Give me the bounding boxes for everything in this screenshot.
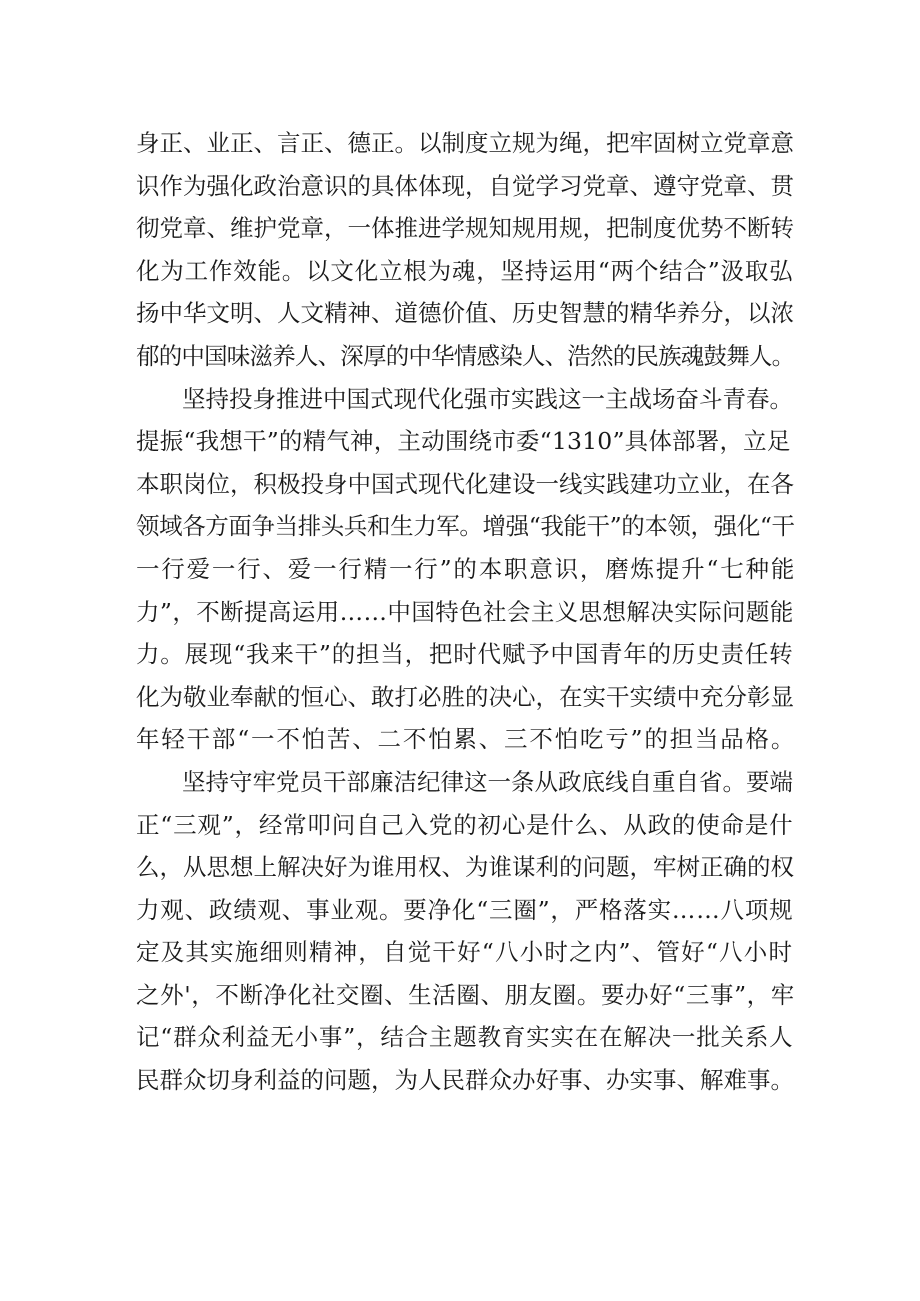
paragraph-continuation — [136, 122, 796, 378]
text-line: 郁的中国味滋养人、深厚的中华情感染人、浩然的民族魂鼓舞人。 — [136, 341, 795, 370]
text-line: 一行爱一行、爱一行精一行”的本职意识，磨炼提升“七种能 — [136, 554, 797, 583]
text-line: 身正、业正、言正、德正。以制度立规为绳，把牢固树立党章意 — [136, 129, 794, 157]
text-line: 定及其实施细则精神，自觉干好“八小时之内”、管好“八小时 — [136, 938, 794, 967]
paragraph-integrity-discipline — [136, 761, 796, 1102]
text-line: 正“三观”，经常叩问自己入党的初心是什么、从政的使命是什 — [136, 810, 794, 839]
text-line: 么，从思想上解决好为谁用权、为谁谋利的问题，牢树正确的权 — [136, 853, 794, 882]
text-line: 年轻干部“一不怕苦、二不怕累、三不怕吃亏”的担当品格。 — [136, 725, 797, 754]
text-line: 之外'，不断净化社交圈、生活圈、朋友圈。要办好“三事”，牢 — [136, 980, 795, 1009]
text-line: 记“群众利益无小事”，结合主题教育实实在在解决一批关系人 — [136, 1023, 794, 1052]
text-line: 化为工作效能。以文化立根为魂，坚持运用“两个结合”汲取弘 — [136, 256, 794, 285]
text-line: 力。展现“我来干”的担当，把时代赋予中国青年的历史责任转 — [136, 640, 794, 669]
text-line: 扬中华文明、人文精神、道德价值、历史智慧的精华养分，以浓 — [136, 299, 794, 328]
text-line: 彻党章、维护党章，一体推进学规知规用规，把制度优势不断转 — [136, 214, 794, 243]
text-line-indented: 坚持投身推进中国式现代化强市实践这一主战场奋斗青春。 — [182, 384, 793, 413]
text-line: 力”，不断提高运用……中国特色社会主义思想解决实际问题能 — [136, 597, 794, 626]
paragraph-youth-practice — [136, 378, 796, 761]
text-line: 提振“我想干”的精气神，主动围绕市委“1310”具体部署，立足 — [136, 427, 791, 456]
document-body — [136, 122, 796, 1102]
text-line: 识作为强化政治意识的具体体现，自觉学习党章、遵守党章、贯 — [136, 171, 794, 200]
text-line: 化为敬业奉献的恒心、敢打必胜的决心，在实干实绩中充分彰显 — [136, 682, 794, 711]
text-line: 力观、政绩观、事业观。要净化“三圈”，严格落实……八项规 — [136, 895, 794, 924]
text-line: 民群众切身利益的问题，为人民群众办好事、办实事、解难事。 — [136, 1066, 794, 1095]
text-line: 领域各方面争当排头兵和生力军。增强“我能干”的本领，强化“干 — [136, 512, 795, 541]
text-line-indented: 坚持守牢党员干部廉洁纪律这一条从政底线自重自省。要端 — [182, 767, 793, 796]
text-line: 本职岗位，积极投身中国式现代化建设一线实践建功立业，在各 — [136, 469, 794, 498]
